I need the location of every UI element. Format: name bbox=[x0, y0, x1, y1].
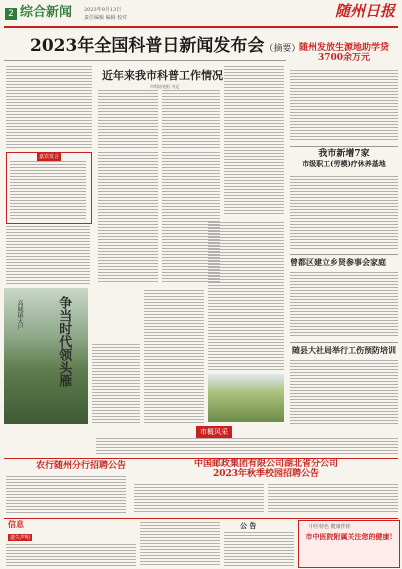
right-article-1-heading: 随州发放生源地助学贷 bbox=[298, 43, 389, 53]
masthead-rule bbox=[4, 26, 398, 28]
guest-box-label: 嘉宾发言 bbox=[39, 154, 60, 160]
banner-headline bbox=[30, 36, 300, 56]
newspaper-logo: 随州日报 bbox=[335, 2, 396, 20]
guest-box bbox=[6, 152, 92, 224]
intro-text bbox=[6, 66, 92, 148]
banner-suffix: （摘要） bbox=[264, 44, 301, 54]
right-article-4-title: 随县大社局举行工伤预防培训 bbox=[292, 345, 396, 355]
right-article-3-text bbox=[290, 272, 398, 338]
ad-2-text-2 bbox=[268, 484, 398, 514]
classifieds-text-2 bbox=[140, 522, 220, 566]
article-1-col-3 bbox=[224, 66, 284, 216]
ad-2-text-1 bbox=[134, 484, 264, 514]
right-article-2-text bbox=[290, 176, 398, 250]
section-title: 综合新闻 bbox=[20, 5, 73, 20]
notice-title: 公 告 bbox=[240, 521, 257, 530]
feature-text-2 bbox=[144, 290, 204, 424]
masthead-meta-1: 2023年9月13日 bbox=[84, 7, 122, 13]
right-article-2-heading-2: 市级职工(劳模)疗休养基地 bbox=[302, 158, 386, 168]
classifieds-label: 信息 bbox=[8, 519, 24, 529]
article-1-title: 近年来我市科普工作情况 bbox=[102, 69, 223, 82]
right-rule-1 bbox=[290, 146, 398, 147]
guest-box-text bbox=[10, 161, 86, 219]
banner-rule bbox=[4, 60, 286, 61]
hospital-ad-title: 市中医院附属关注您的健康! bbox=[305, 532, 393, 541]
right-rule-2 bbox=[290, 254, 398, 255]
right-article-2-heading: 我市新增7家 bbox=[318, 149, 370, 159]
right-rule-3 bbox=[290, 342, 398, 343]
ad-1-text bbox=[6, 476, 126, 514]
bottom-band-text bbox=[96, 438, 398, 456]
hospital-ad bbox=[298, 520, 400, 568]
right-article-3-title: 曾都区建立乡贤参事会家庭 bbox=[290, 257, 386, 267]
right-article-1-text bbox=[290, 70, 398, 142]
ad-1-title: 农行随州分行招聘公告 bbox=[36, 461, 127, 471]
field-photo bbox=[208, 374, 284, 422]
bottom-band-label: 市概风采 bbox=[196, 426, 232, 438]
masthead bbox=[0, 0, 402, 32]
hospital-ad-sub: 中医特色 健康伴你 bbox=[309, 524, 351, 530]
feature-vertical-title: 争当时代领头雁 bbox=[56, 296, 72, 387]
classifieds-rule bbox=[4, 518, 398, 519]
article-1-col-1 bbox=[98, 90, 158, 148]
article-1-col-2 bbox=[162, 90, 220, 148]
left-col-text bbox=[6, 226, 90, 284]
feature-vertical-subtitle: 高城镇大户 bbox=[16, 300, 23, 330]
right-article-4-text bbox=[290, 360, 398, 424]
article-1-subtitle: 市科协党组 书记 bbox=[150, 84, 180, 89]
right-article-1-title bbox=[290, 44, 398, 64]
right-article-2-title bbox=[290, 150, 398, 168]
banner-title: 2023年全国科普日新闻发布会 bbox=[30, 36, 265, 56]
page-number-badge: 2 bbox=[5, 8, 17, 20]
classifieds-text-1 bbox=[6, 544, 136, 566]
ad-2-heading-2: 2023年秋季校园招聘公告 bbox=[212, 468, 320, 479]
mid-col-1 bbox=[98, 152, 158, 282]
feature-text-1 bbox=[92, 344, 140, 424]
ad-2-heading: 中国邮政集团有限公司湖北省分公司 bbox=[193, 459, 338, 469]
notice-text bbox=[224, 532, 294, 566]
feature-text-3 bbox=[208, 222, 284, 372]
classifieds-tag: 遗失声明 bbox=[10, 535, 31, 541]
right-article-1-heading-2: 3700余万元 bbox=[317, 52, 371, 63]
ad-2-title bbox=[134, 460, 398, 480]
masthead-meta-2: 责任编辑 编辑 校对 bbox=[84, 15, 128, 21]
